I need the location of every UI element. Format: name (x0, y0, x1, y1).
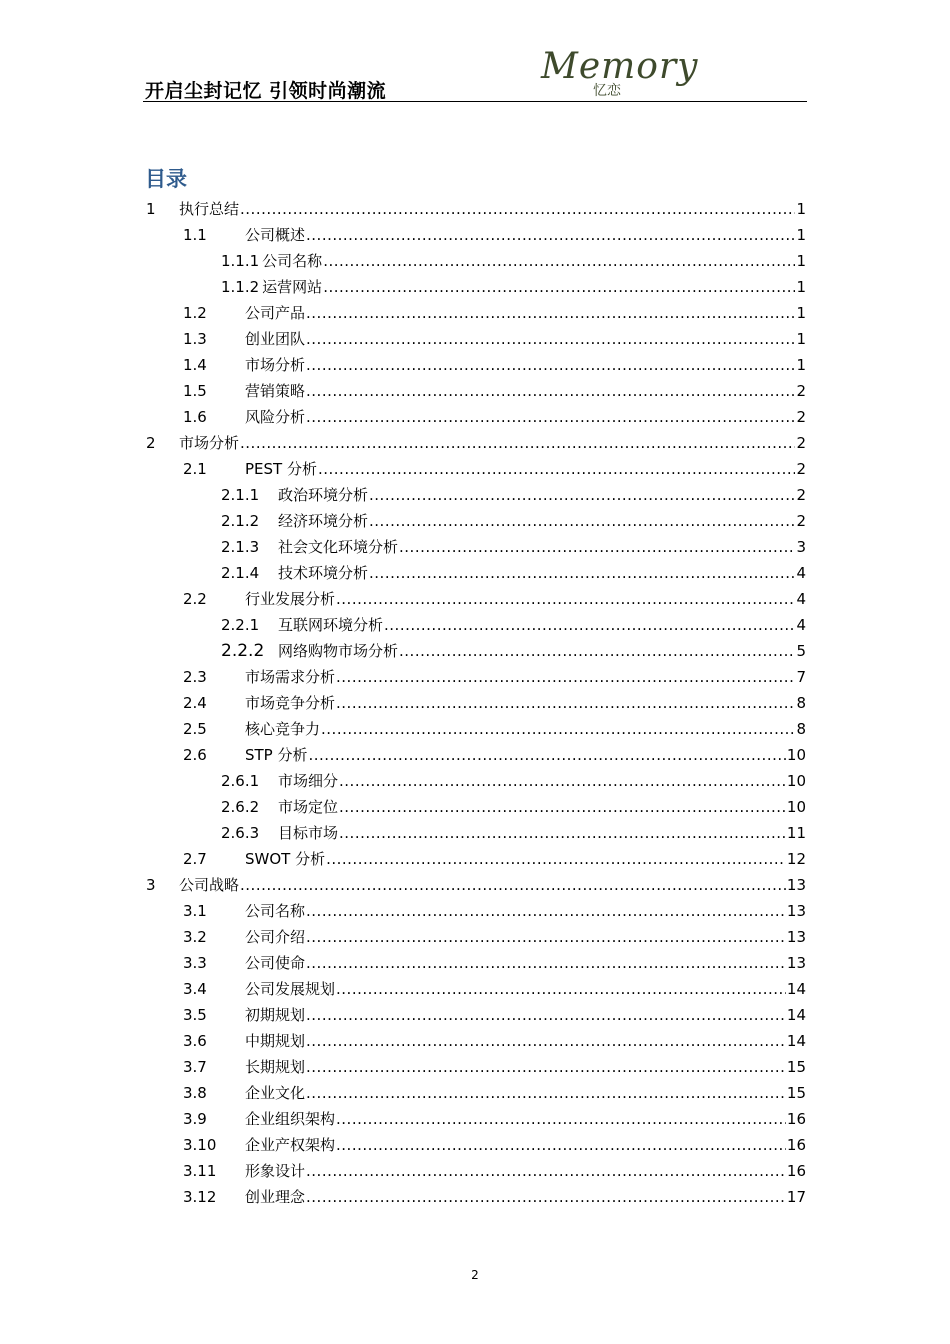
toc-dot-leader (306, 1005, 786, 1025)
toc-entry[interactable] (0, 1103, 950, 1129)
toc-entry[interactable] (0, 739, 950, 765)
header-slogan: 开启尘封记忆 引领时尚潮流 (145, 80, 387, 102)
toc-entry-title: 长期规划 (245, 1058, 306, 1076)
toc-entry[interactable] (0, 479, 950, 505)
toc-entry-number: 3.4 (183, 980, 207, 998)
toc-entry-page: 17 (786, 1188, 806, 1206)
toc-entry[interactable] (0, 245, 950, 271)
toc-entry-number: 2.4 (183, 694, 207, 712)
toc-entry[interactable] (0, 271, 950, 297)
toc-dot-leader (339, 797, 786, 817)
toc-entry-number: 2.1.4 (221, 564, 260, 582)
logo-text: Memory (541, 46, 699, 87)
toc-entry-number: 2.1 (183, 460, 207, 478)
toc-entry[interactable] (0, 401, 950, 427)
toc-entry-page: 16 (786, 1162, 806, 1180)
toc-dot-leader (336, 693, 795, 713)
toc-entry[interactable] (0, 947, 950, 973)
toc-entry-title: 核心竞争力 (245, 720, 321, 738)
toc-entry-number: 2.3 (183, 668, 207, 686)
toc-entry-page: 4 (796, 590, 806, 608)
toc-entry-page: 1 (796, 278, 806, 296)
toc-entry-number: 1.2 (183, 304, 207, 322)
toc-entry-page: 10 (786, 746, 806, 764)
toc-entry-page: 2 (796, 434, 806, 452)
toc-entry-title: 市场定位 (278, 798, 339, 816)
toc-entry-title: 公司使命 (245, 954, 306, 972)
toc-entry-number: 1.3 (183, 330, 207, 348)
toc-entry[interactable] (0, 1181, 950, 1207)
toc-entry-page: 8 (796, 694, 806, 712)
toc-entry[interactable] (0, 817, 950, 843)
toc-dot-leader (306, 329, 795, 349)
toc-entry-page: 13 (786, 876, 806, 894)
toc-entry[interactable] (0, 323, 950, 349)
toc-entry-title: 互联网环境分析 (278, 616, 384, 634)
toc-entry-page: 4 (796, 616, 806, 634)
toc-entry[interactable] (0, 1025, 950, 1051)
toc-dot-leader (240, 875, 786, 895)
toc-entry-title: 中期规划 (245, 1032, 306, 1050)
toc-entry-page: 15 (786, 1058, 806, 1076)
toc-dot-leader (306, 953, 786, 973)
toc-entry-title: 行业发展分析 (245, 590, 336, 608)
toc-entry-title: 企业文化 (245, 1084, 306, 1102)
toc-entry-number: 3.1 (183, 902, 207, 920)
toc-dot-leader (336, 667, 795, 687)
toc-entry-page: 14 (786, 1006, 806, 1024)
toc-entry-number: 3.11 (183, 1162, 217, 1180)
toc-entry-page: 1 (796, 304, 806, 322)
toc-entry[interactable] (0, 713, 950, 739)
toc-entry-number: 1.6 (183, 408, 207, 426)
toc-entry-page: 11 (786, 824, 806, 842)
toc-dot-leader (399, 537, 795, 557)
toc-dot-leader (369, 563, 795, 583)
toc-entry-title: PEST 分析 (245, 460, 317, 478)
toc-entry-page: 2 (796, 486, 806, 504)
toc-entry-title: 市场竞争分析 (245, 694, 336, 712)
toc-entry[interactable] (0, 687, 950, 713)
memory-logo (541, 46, 699, 100)
toc-entry-number: 3.5 (183, 1006, 207, 1024)
toc-entry-number: 2.6.2 (221, 798, 260, 816)
toc-dot-leader (399, 641, 795, 661)
toc-entry-title: 政治环境分析 (278, 486, 369, 504)
toc-entry-page: 14 (786, 1032, 806, 1050)
toc-entry[interactable] (0, 453, 950, 479)
toc-dot-leader (240, 433, 795, 453)
toc-dot-leader (306, 1057, 786, 1077)
toc-dot-leader (306, 927, 786, 947)
toc-dot-leader (306, 303, 795, 323)
toc-entry[interactable] (0, 557, 950, 583)
toc-entry-page: 2 (796, 512, 806, 530)
toc-entry[interactable] (0, 297, 950, 323)
toc-entry[interactable] (0, 531, 950, 557)
toc-entry-title: 市场分析 (179, 434, 240, 452)
toc-entry-title: SWOT 分析 (245, 850, 326, 868)
toc-entry-title: 公司发展规划 (245, 980, 336, 998)
toc-dot-leader (323, 251, 795, 271)
toc-entry-title: 运营网站 (262, 278, 323, 296)
toc-entry-title: 技术环境分析 (278, 564, 369, 582)
toc-entry-page: 2 (796, 460, 806, 478)
toc-dot-leader (306, 381, 795, 401)
toc-entry-title: 网络购物市场分析 (278, 642, 399, 660)
toc-entry[interactable] (0, 427, 950, 453)
toc-dot-leader (306, 407, 795, 427)
toc-entry-title: 公司产品 (245, 304, 306, 322)
toc-entry-page: 1 (796, 330, 806, 348)
toc-entry[interactable] (0, 1077, 950, 1103)
toc-entry-number: 3.9 (183, 1110, 207, 1128)
toc-entry-page: 13 (786, 928, 806, 946)
toc-dot-leader (306, 1187, 786, 1207)
toc-entry-page: 14 (786, 980, 806, 998)
toc-entry-page: 7 (796, 668, 806, 686)
toc-entry-page: 5 (796, 642, 806, 660)
toc-entry-title: 公司名称 (262, 252, 323, 270)
toc-dot-leader (336, 589, 795, 609)
toc-entry-number: 2.2.2 (221, 641, 265, 661)
toc-entry-title: 社会文化环境分析 (278, 538, 399, 556)
toc-entry[interactable] (0, 505, 950, 531)
toc-entry-page: 2 (796, 408, 806, 426)
toc-entry-title: STP 分析 (245, 746, 308, 764)
toc-entry-title: 风险分析 (245, 408, 306, 426)
toc-entry-number: 3.12 (183, 1188, 217, 1206)
toc-entry[interactable] (0, 999, 950, 1025)
toc-entry[interactable] (0, 349, 950, 375)
toc-entry-number: 1.1 (183, 226, 207, 244)
toc-entry-page: 10 (786, 772, 806, 790)
toc-entry[interactable] (0, 661, 950, 687)
logo-subtext: 忆恋 (593, 83, 621, 99)
toc-entry-page: 1 (796, 356, 806, 374)
toc-dot-leader (339, 823, 786, 843)
toc-dot-leader (336, 1135, 786, 1155)
toc-entry[interactable] (0, 973, 950, 999)
toc-entry-title: 目标市场 (278, 824, 339, 842)
toc-entry-number: 3 (146, 876, 156, 894)
toc-entry-number: 1 (146, 200, 156, 218)
toc-entry-number: 2.2 (183, 590, 207, 608)
toc-entry-number: 2 (146, 434, 156, 452)
toc-entry-number: 2.6.1 (221, 772, 260, 790)
toc-dot-leader (306, 1083, 786, 1103)
toc-entry[interactable] (0, 921, 950, 947)
toc-entry-title: 公司概述 (245, 226, 306, 244)
toc-dot-leader (321, 719, 795, 739)
toc-entry-page: 4 (796, 564, 806, 582)
toc-entry[interactable] (0, 1129, 950, 1155)
toc-entry-number: 1.5 (183, 382, 207, 400)
toc-entry-title: 形象设计 (245, 1162, 306, 1180)
toc-entry[interactable] (0, 583, 950, 609)
toc-entry-page: 3 (796, 538, 806, 556)
toc-entry-number: 2.1.1 (221, 486, 260, 504)
toc-entry-number: 3.7 (183, 1058, 207, 1076)
toc-entry[interactable] (0, 635, 950, 661)
toc-entry-title: 公司战略 (179, 876, 240, 894)
toc-entry-page: 13 (786, 902, 806, 920)
toc-entry-title: 公司介绍 (245, 928, 306, 946)
toc-dot-leader (323, 277, 795, 297)
page-number: 2 (471, 1268, 479, 1282)
toc-entry-number: 1.1.2 (221, 278, 260, 296)
toc-entry-title: 市场需求分析 (245, 668, 336, 686)
toc-entry[interactable] (0, 609, 950, 635)
toc-entry-number: 2.2.1 (221, 616, 260, 634)
toc-dot-leader (326, 849, 786, 869)
toc-entry-number: 2.1.3 (221, 538, 260, 556)
toc-entry-page: 1 (796, 252, 806, 270)
table-of-contents (0, 193, 950, 1207)
toc-entry-title: 企业组织架构 (245, 1110, 336, 1128)
toc-entry-number: 1.4 (183, 356, 207, 374)
toc-entry-page: 10 (786, 798, 806, 816)
toc-dot-leader (339, 771, 786, 791)
toc-entry-number: 2.5 (183, 720, 207, 738)
toc-dot-leader (336, 979, 786, 999)
toc-entry-number: 3.3 (183, 954, 207, 972)
toc-entry-title: 市场分析 (245, 356, 306, 374)
toc-entry[interactable] (0, 1051, 950, 1077)
toc-entry-page: 8 (796, 720, 806, 738)
toc-entry[interactable] (0, 843, 950, 869)
toc-entry-title: 经济环境分析 (278, 512, 369, 530)
toc-entry[interactable] (0, 791, 950, 817)
toc-entry-title: 初期规划 (245, 1006, 306, 1024)
toc-entry-number: 2.7 (183, 850, 207, 868)
toc-entry[interactable] (0, 765, 950, 791)
toc-dot-leader (309, 745, 786, 765)
toc-entry-title: 创业团队 (245, 330, 306, 348)
toc-dot-leader (336, 1109, 786, 1129)
toc-dot-leader (306, 901, 786, 921)
toc-entry-title: 创业理念 (245, 1188, 306, 1206)
toc-dot-leader (369, 485, 795, 505)
toc-entry-page: 1 (796, 200, 806, 218)
toc-entry-page: 1 (796, 226, 806, 244)
toc-entry-number: 3.6 (183, 1032, 207, 1050)
toc-entry[interactable] (0, 375, 950, 401)
toc-entry-title: 营销策略 (245, 382, 306, 400)
toc-dot-leader (306, 1161, 786, 1181)
toc-entry-number: 2.6 (183, 746, 207, 764)
toc-dot-leader (306, 355, 795, 375)
toc-entry[interactable] (0, 219, 950, 245)
toc-title: 目录 (145, 167, 187, 191)
toc-entry[interactable] (0, 895, 950, 921)
toc-entry-page: 15 (786, 1084, 806, 1102)
toc-dot-leader (306, 225, 795, 245)
toc-dot-leader (384, 615, 795, 635)
toc-entry-page: 2 (796, 382, 806, 400)
page-header (143, 46, 807, 102)
toc-dot-leader (306, 1031, 786, 1051)
toc-entry-page: 12 (786, 850, 806, 868)
toc-entry-title: 公司名称 (245, 902, 306, 920)
toc-entry[interactable] (0, 869, 950, 895)
toc-entry-number: 3.10 (183, 1136, 217, 1154)
toc-entry-page: 16 (786, 1136, 806, 1154)
toc-entry-title: 执行总结 (179, 200, 240, 218)
toc-entry-number: 1.1.1 (221, 252, 260, 270)
toc-entry-number: 3.2 (183, 928, 207, 946)
toc-entry-page: 16 (786, 1110, 806, 1128)
toc-entry-number: 2.6.3 (221, 824, 260, 842)
toc-entry-page: 13 (786, 954, 806, 972)
toc-entry-title: 企业产权架构 (245, 1136, 336, 1154)
toc-entry[interactable] (0, 1155, 950, 1181)
toc-entry-number: 3.8 (183, 1084, 207, 1102)
toc-entry[interactable] (0, 193, 950, 219)
toc-entry-number: 2.1.2 (221, 512, 260, 530)
toc-dot-leader (318, 459, 795, 479)
toc-entry-title: 市场细分 (278, 772, 339, 790)
toc-dot-leader (240, 199, 795, 219)
toc-dot-leader (369, 511, 795, 531)
